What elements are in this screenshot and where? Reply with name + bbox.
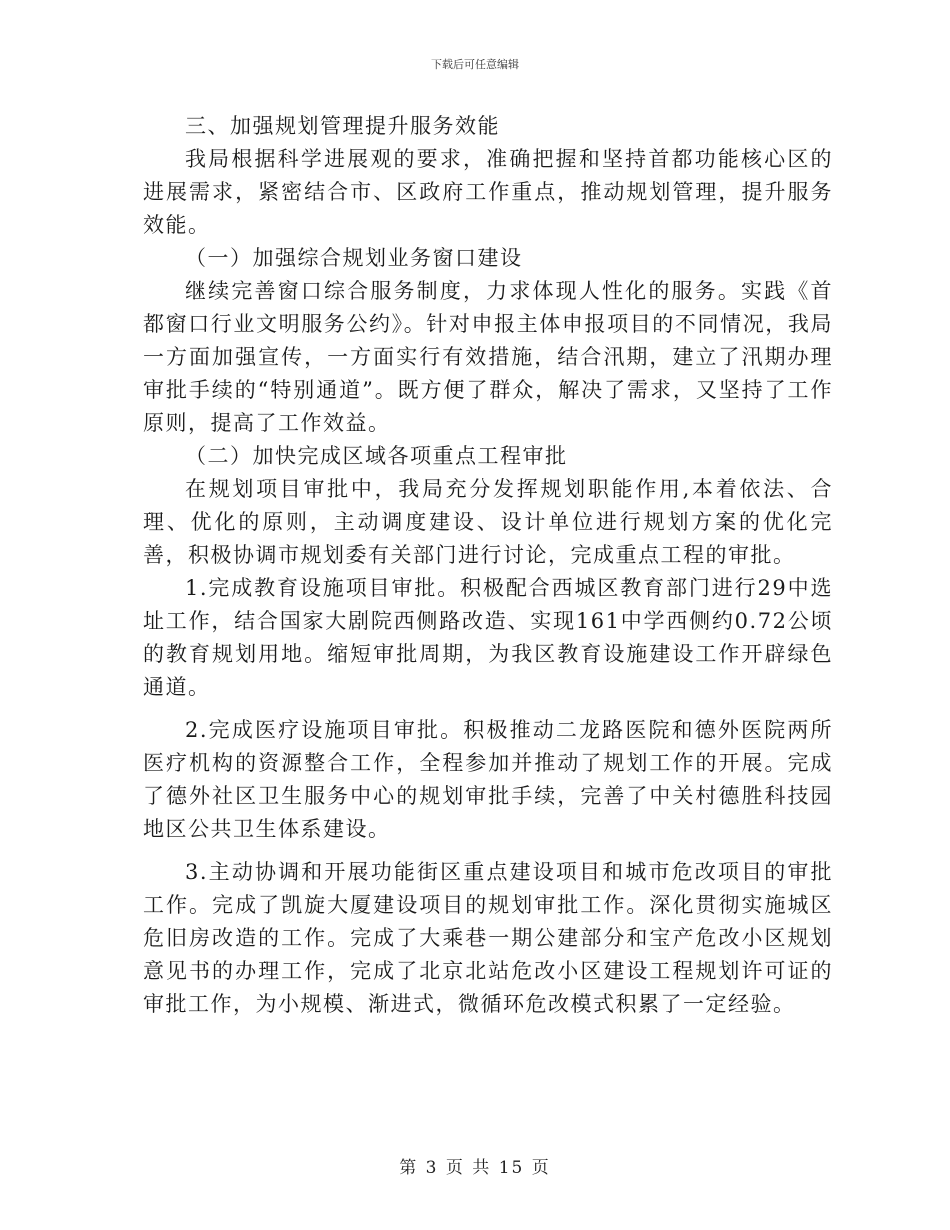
paragraph-window-service: 继续完善窗口综合服务制度，力求体现人性化的服务。实践《首都窗口行业文明服务公约》。针对申报主体申报项目的不同情况，我局一方面加强宣传，一方面实行有效措施，结合汛期，建立了汛期办理审批手续的“特别通道”。既方便了群众，解决了需求，又坚持了工作原则，提高了工作效益。 xyxy=(143,279,833,435)
paragraph-renovation: 3.主动协调和开展功能街区重点建设项目和城市危改项目的审批工作。完成了凯旋大厦建设项目的规划审批工作。深化贯彻实施城区危旧房改造的工作。完成了大乘巷一期公建部分和宝产危改小区规划意见书的办理工作，完成了北京北站危改小区建设工程规划许可证的审批工作，为小规模、渐进式，微循环危改模式积累了一定经验。 xyxy=(143,860,833,1016)
document-body xyxy=(143,110,833,1021)
page-number-footer: 第 3 页 共 15 页 xyxy=(399,1158,551,1178)
paragraph-project-approval: 在规划项目审批中，我局充分发挥规划职能作用,本着依法、合理、优化的原则，主动调度建设、设计单位进行规划方案的优化完善，积极协调市规划委有关部门进行讨论，完成重点工程的审批。 xyxy=(143,477,833,567)
subheading-window-building: （一）加强综合规划业务窗口建设 xyxy=(185,246,523,270)
paragraph-intro: 我局根据科学进展观的要求，准确把握和坚持首都功能核心区的进展需求，紧密结合市、区政府工作重点，推动规划管理，提升服务效能。 xyxy=(143,147,833,237)
header-note: 下载后可任意编辑 xyxy=(431,58,519,71)
paragraph-education: 1.完成教育设施项目审批。积极配合西城区教育部门进行29中选址工作，结合国家大剧院西侧路改造、实现161中学西侧约0.72公顷的教育规划用地。缩短审批周期，为我区教育设施建设工作开辟绿色通道。 xyxy=(143,576,833,699)
section-title: 三、加强规划管理提升服务效能 xyxy=(185,114,500,138)
paragraph-medical: 2.完成医疗设施项目审批。积极推动二龙路医院和德外医院两所医疗机构的资源整合工作，全程参加并推动了规划工作的开展。完成了德外社区卫生服务中心的规划审批手续，完善了中关村德胜科技园地区公共卫生体系建设。 xyxy=(143,718,833,841)
subheading-key-projects: （二）加快完成区域各项重点工程审批 xyxy=(185,444,568,468)
